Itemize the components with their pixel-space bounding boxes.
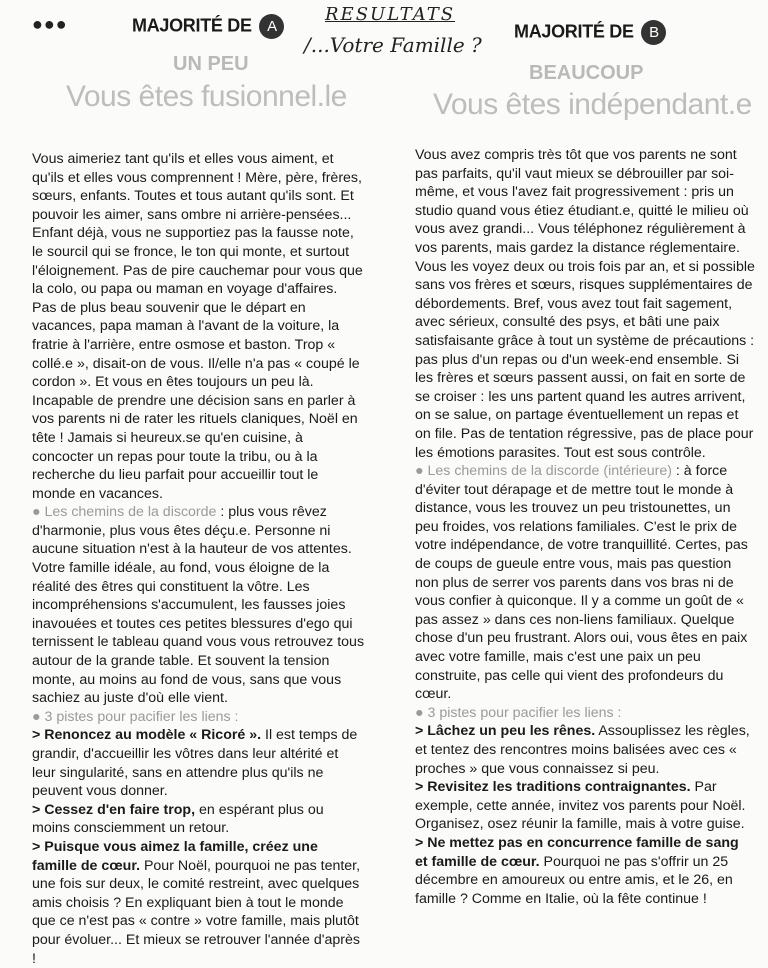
col-b-title: Vous êtes indépendant.e — [433, 88, 752, 121]
col-a-tip-1-text: Il est temps de grandir, d'accueillir les vôtres dans leur altérité et leur singularité, sans en attendre plus qu'ils ne peuvent vous donner. — [32, 727, 358, 800]
col-a-tip-1-bold: > Renoncez au modèle « Ricoré ». — [32, 727, 262, 744]
col-a-tip-2-text: en espérant plus ou moins consciemment un retour. — [32, 801, 324, 837]
column-a-body — [32, 150, 365, 968]
col-a-discord-text: : plus vous rêvez d'harmonie, plus vous êtes déçu.e. Personne ni aucune situation n'est à la hauteur de vos attentes. Votre famille idéale, au fond, vous éloigne de la réalité des êtres qui constituent la vôtre. Les incompréhensions s'accumulent, les fausses joies inavouées et toutes ces petites blessures d'ego qui ternissent le tableau quand vous vous retrouvez tous autour de la grande table. Et souvent la tension monte, au moins au fond de vous, sans que vous sachiez au juste d'où elle vient. — [32, 504, 365, 707]
col-b-tips-label: ● 3 pistes pour pacifier les liens : — [415, 704, 622, 721]
col-a-subtitle: UN PEU — [173, 53, 249, 75]
col-a-title: Vous êtes fusionnel.le — [66, 80, 347, 113]
col-a-discord-label: ● Les chemins de la discorde — [32, 504, 217, 521]
majority-b-heading — [514, 20, 666, 45]
col-b-tip-1-bold: > Lâchez un peu les rênes. — [415, 723, 596, 740]
col-b-intro: Vous avez compris très tôt que vos parents ne sont pas parfaits, qu'il vaut mieux se débrouiller par soi-même, et vous l'avez fait progressivement : pris un studio quand vous étiez étudiant.e, quitté le milieu où vous avez grandi... Vous téléphonez régulièrement à vos parents, mais gardez la distance réglementaire. Vous les voyez deux ou trois fois par an, et si possible sans vos frères et sœurs, risques supplémentaires de débordements. Bref, vous avez tout fait sagement, avec sérieux, consulté des psys, et bâti une paix satisfaisante grâce à tout un système de précautions : pas plus d'un repas ou d'un week-end ensemble. Si les frères et sœurs passent aussi, on fait en sorte de se croiser : les uns partent quand les autres arrivent, on se salue, on partage éventuellement un repas et on file. Pas de tentation régressive, pas de place pour les émotions parasites. Tout est sous contrôle. — [415, 147, 755, 461]
letter-a-badge: A — [259, 14, 284, 39]
majority-a-text: MAJORITÉ DE — [132, 15, 252, 36]
col-b-discord-text: : à force d'éviter tout dérapage et de mettre tout le monde à distance, vous les trouvez un peu tristounettes, un peu froides, vos relations familiales. C'est le prix de votre indépendance, de votre tranquillité. Certes, pas de coups de gueule entre vous, mais pas question non plus de serrer vos parents dans vos bras ni de vous confier à quiconque. Il y a comme un goût de « pas assez » dans ces non-liens familiaux. Quelque chose d'un peu frustrant. Alors oui, vous êtes en paix avec votre famille, mais c'est une paix un peu construite, pas celle qui vient des profondeurs du cœur. — [415, 463, 748, 703]
col-b-tip-3 — [415, 834, 755, 908]
handwritten-subtitle: /...Votre Famille ? — [304, 33, 482, 57]
col-b-tip-2 — [415, 778, 755, 834]
col-a-discord — [32, 503, 365, 708]
col-a-tips-label: ● 3 pistes pour pacifier les liens : — [32, 708, 239, 725]
col-a-tip-1 — [32, 726, 365, 800]
col-a-tip-2 — [32, 801, 365, 838]
col-b-subtitle: BEAUCOUP — [529, 62, 644, 84]
col-a-tip-2-bold: > Cessez d'en faire trop, — [32, 801, 196, 818]
col-b-tip-2-text: Par exemple, cette année, invitez vos parents pour Noël. Organisez, osez réunir la famille, mais à votre guise. — [415, 779, 746, 833]
col-a-tip-3-bold: > Puisque vous aimez la famille, créez une famille de cœur. — [32, 838, 318, 874]
col-b-tip-1 — [415, 722, 755, 778]
majority-b-text: MAJORITÉ DE — [514, 21, 634, 42]
col-b-tip-3-text: Pourquoi ne pas s'offrir un 25 décembre en amoureux ou entre amis, et le 26, en famille ? Comme en Italie, où la fête continue ! — [415, 853, 733, 907]
letter-b-badge: B — [641, 20, 666, 45]
col-b-discord — [415, 462, 755, 704]
handwritten-title: RESULTATS — [325, 4, 456, 25]
col-b-tip-3-bold: > Ne mettez pas en concurrence famille de sang et famille de cœur. — [415, 834, 739, 870]
col-b-tip-2-bold: > Revisitez les traditions contraignantes. — [415, 779, 691, 796]
decorative-dots: ●●● — [32, 14, 68, 34]
col-b-tip-1-text: Assouplissez les règles, et tentez des rencontres moins balisées avec ces « proches » que vous connaissez si peu. — [415, 723, 750, 777]
col-b-discord-label: ● Les chemins de la discorde (intérieure) — [415, 463, 672, 480]
col-a-tip-3-text: Pour Noël, pourquoi ne pas tenter, une fois sur deux, le comité restreint, avec quelques amis choisis ? En expliquant bien à tout le monde que ce n'est pas « contre » votre famille, mais plutôt pour évoluer... Et mieux se retrouver l'année d'après ! — [32, 857, 361, 967]
column-b-body — [415, 146, 755, 908]
col-a-intro: Vous aimeriez tant qu'ils et elles vous aiment, et qu'ils et elles vous comprennent ! Mère, père, frères, sœurs, enfants. Toutes et tous autant qu'ils sont. Et pouvoir les aimer, sans ombre ni arrière-pensées... Enfant déjà, vous ne supportiez pas la fausse note, le sourcil qui se fronce, le ton qui monte, et surtout l'éloignement. Pas de pire cauchemar pour vous que la colo, ou papa ou maman en voyage d'affaires. Pas de plus beau souvenir que le départ en vacances, papa maman à l'avant de la voiture, la fratrie à l'arrière, entre osmose et baston. Trop « collé.e », disait-on de vous. Il/elle n'a pas « coupé le cordon ». Et vous en êtes toujours un peu là. Incapable de prendre une décision sans en parler à vos parents ni de rater les rituels claniques, Noël en tête ! Jamais si heureux.se qu'en cuisine, à concocter un repas pour toute la tribu, ou à la recherche du lieu parfait pour accueillir tout le monde en vacances. — [32, 151, 363, 502]
majority-a-heading — [132, 14, 284, 39]
